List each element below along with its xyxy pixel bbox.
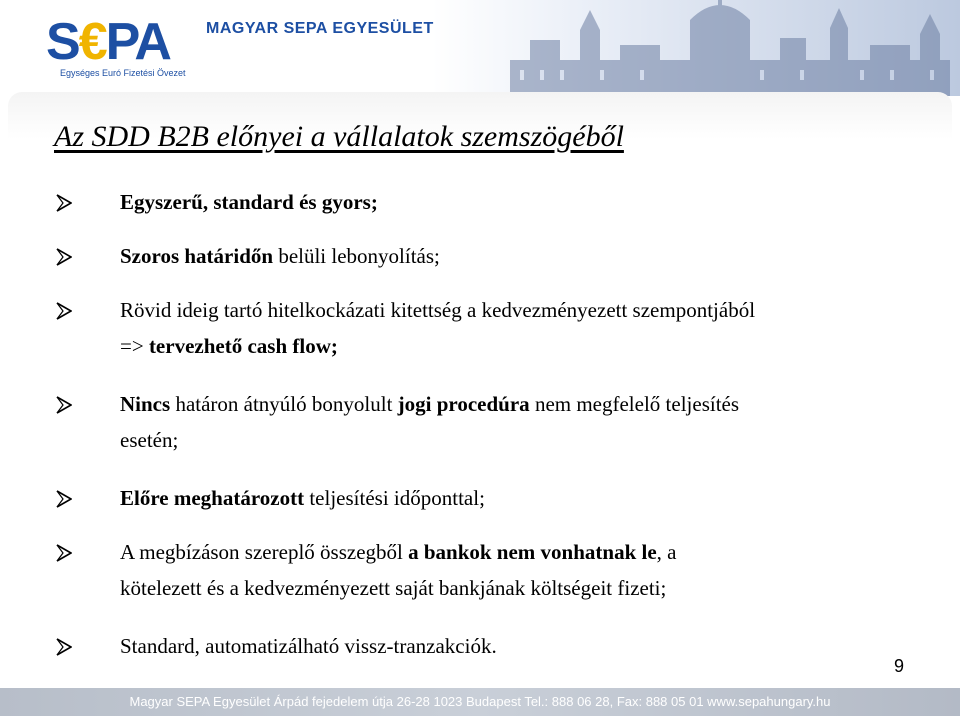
bullet-text-segment: tervezhető cash flow; <box>148 334 338 358</box>
bullet-text <box>120 184 920 220</box>
logo-letter: S <box>46 13 79 71</box>
bullet-text-segment: Nincs <box>120 392 171 416</box>
bullet-text-segment: jogi procedúra <box>397 392 530 416</box>
bullet-line <box>120 570 920 606</box>
bullet-text-segment: , a <box>656 540 677 564</box>
bullet-text <box>120 480 920 516</box>
bullet-line <box>120 422 920 458</box>
arrowhead-bullet-icon <box>56 543 72 563</box>
bullet-text-segment: határon átnyúló bonyolult <box>170 392 398 416</box>
bullet-text-segment: teljesítési időponttal; <box>304 486 485 510</box>
arrowhead-bullet-icon <box>56 301 72 321</box>
bullet-line <box>120 480 920 516</box>
bullet-text-segment: Rövid ideig tartó hitelkockázati kitettség a kedvezményezett szempontjából <box>120 298 756 322</box>
bullet-text-segment: Előre meghatározott <box>120 486 305 510</box>
arrowhead-bullet-icon <box>56 637 72 657</box>
bullet-line <box>120 534 920 570</box>
bullet-text-segment: esetén; <box>120 428 179 452</box>
bullet-text-segment: nem megfelelő teljesítés <box>529 392 740 416</box>
bullet-text-segment: => <box>120 334 149 358</box>
bullet-text <box>120 534 920 606</box>
parliament-building-image <box>490 0 960 96</box>
bullet-text-segment: Standard, automatizálható vissz-tranzakciók. <box>120 634 497 658</box>
euro-sign: € <box>78 13 106 71</box>
bullet-line <box>120 238 920 274</box>
arrowhead-bullet-icon <box>56 489 72 509</box>
page-number: 9 <box>893 656 904 676</box>
bullet-text <box>120 386 920 458</box>
logo-wordmark <box>46 12 170 72</box>
bullet-line <box>120 292 920 328</box>
logo-letters: PA <box>105 13 170 71</box>
bullet-line <box>120 328 920 364</box>
bullet-text-segment: kötelezett és a kedvezményezett saját bankjának költségeit fizeti; <box>120 576 667 600</box>
organization-name: MAGYAR SEPA EGYESÜLET <box>206 20 434 37</box>
logo-tagline: Egységes Euró Fizetési Övezet <box>60 68 186 78</box>
bullet-line <box>120 386 920 422</box>
bullet-line <box>120 628 920 664</box>
bullet-text-segment: belüli lebonyolítás; <box>273 244 440 268</box>
slide-footer: Magyar SEPA Egyesület Árpád fejedelem útja 26-28 1023 Budapest Tel.: 888 06 28, Fax: 888 05 01 www.sepahungary.hu <box>0 688 960 716</box>
slide-title: Az SDD B2B előnyei a vállalatok szemszögéből <box>54 120 624 153</box>
bullet-text-segment: a bankok nem vonhatnak le <box>408 540 657 564</box>
arrowhead-bullet-icon <box>56 247 72 267</box>
bullet-text <box>120 628 920 664</box>
bullet-line <box>120 184 920 220</box>
bullet-text <box>120 238 920 274</box>
bullet-text-segment: A megbízáson szereplő összegből <box>120 540 409 564</box>
bullet-text <box>120 292 920 364</box>
slide-header <box>0 0 960 96</box>
bullet-text-segment: Egyszerű, standard és gyors; <box>120 190 378 214</box>
arrowhead-bullet-icon <box>56 395 72 415</box>
bullet-text-segment: Szoros határidőn <box>120 244 274 268</box>
arrowhead-bullet-icon <box>56 193 72 213</box>
